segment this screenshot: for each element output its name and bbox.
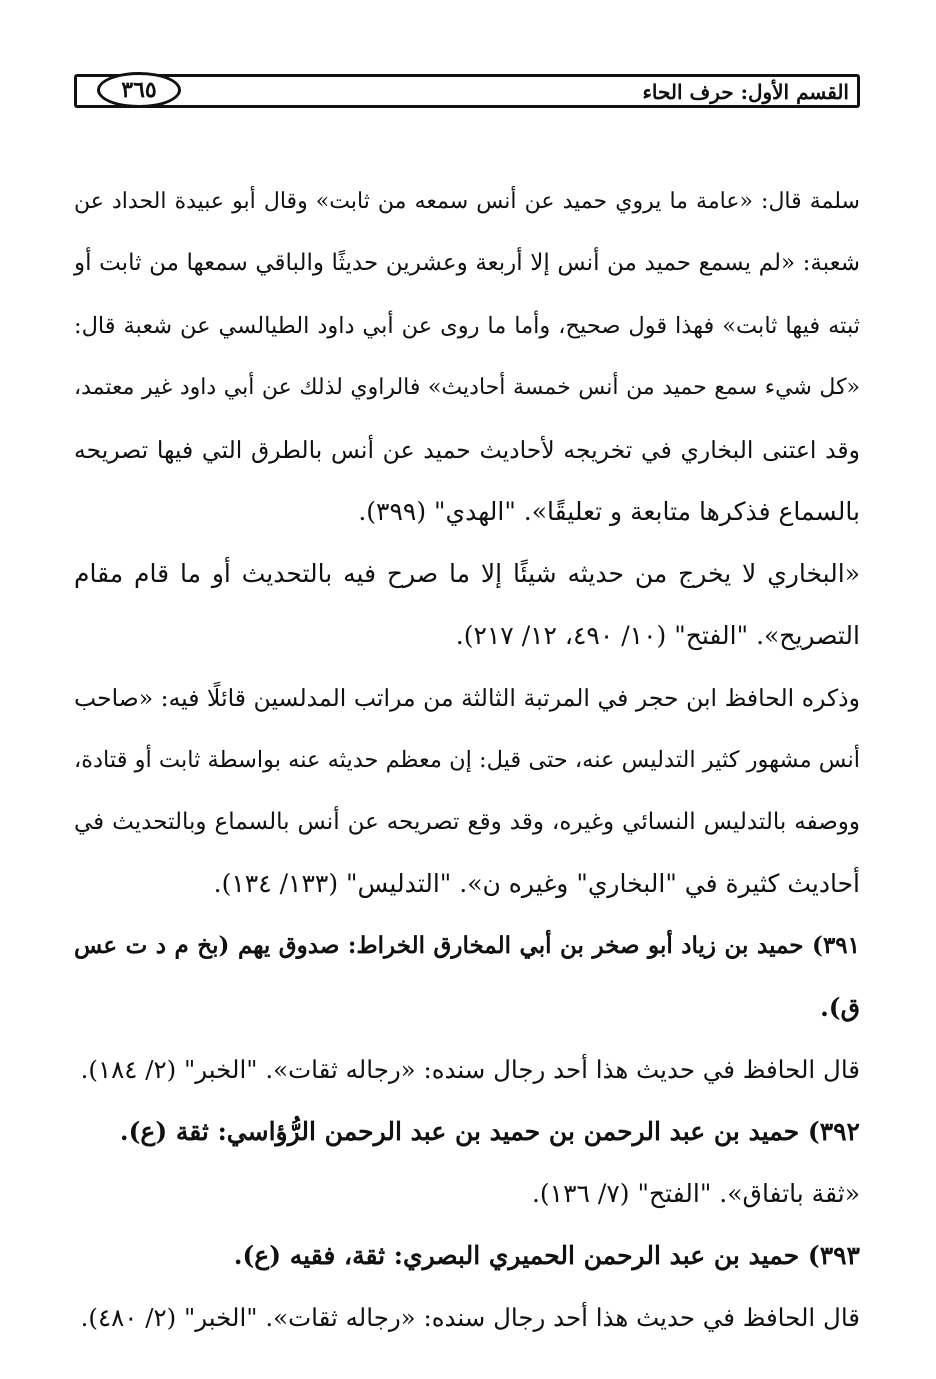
section-title: القسم الأول: حرف الحاء (642, 80, 849, 104)
text-line: أحاديث كثيرة في "البخاري" وغيره ن». "التدليس" (١٣٣/ ١٣٤). (213, 869, 860, 898)
text-line: قال الحافظ في حديث هذا أحد رجال سنده: «رجاله ثقات». "الخبر" (٢/ ١٨٤). (80, 1055, 860, 1084)
text-line: سلمة قال: «عامة ما يروي حميد عن أنس سمعه من ثابت» وقال أبو عبيدة الحداد عن (74, 189, 860, 214)
text-line: شعبة: «لم يسمع حميد من أنس إلا أربعة وعشرين حديثًا والباقي سمعها من ثابت أو (74, 250, 860, 276)
text-line: «البخاري لا يخرج من حديثه شيئًا إلا ما صرح فيه بالتحديث أو ما قام مقام (74, 559, 860, 588)
text-line: وذكره الحافظ ابن حجر في المرتبة الثالثة من مراتب المدلسين قائلًا فيه: «صاحب (74, 684, 860, 712)
entry-heading: ٣٩٣) حميد بن عبد الرحمن الحميري البصري: ثقة، فقيه (ع). (233, 1241, 860, 1270)
text-line: أنس مشهور كثير التدليس عنه، حتى قيل: إن معظم حديثه عنه بواسطة ثابت أو قتادة، (73, 747, 860, 773)
entry-heading: ٣٩٢) حميد بن عبد الرحمن بن حميد بن عبد الرحمن الرُّؤاسي: ثقة (ع). (119, 1117, 860, 1146)
text-line: بالسماع فذكرها متابعة و تعليقًا». "الهدي" (٣٩٩). (358, 497, 860, 526)
entry-heading: ٣٩١) حميد بن زياد أبو صخر بن أبي المخارق الخراط: صدوق يهم (بخ م د ت عس (74, 932, 860, 959)
text-line: التصريح». "الفتح" (١٠/ ٤٩٠، ١٢/ ٢١٧). (455, 621, 860, 650)
text-line: ثبته فيها ثابت» فهذا قول صحيح، وأما ما روى عن أبي داود الطيالسي عن شعبة قال: (74, 313, 860, 339)
entry-heading: ق). (820, 993, 860, 1022)
text-line: «كل شيء سمع حميد من أنس خمسة أحاديث» فالراوي لذلك عن أبي داود غير معتمد، (74, 375, 860, 400)
text-line: قال الحافظ في حديث هذا أحد رجال سنده: «رجاله ثقات». "الخبر" (٢/ ٤٨٠). (80, 1303, 860, 1332)
text-line: «ثقة باتفاق». "الفتح" (٧/ ١٣٦). (531, 1179, 860, 1208)
page-number: ٣٦٥ (97, 72, 181, 108)
running-header (74, 74, 860, 108)
text-line: وقد اعتنى البخاري في تخريجه لأحاديث حميد عن أنس بالطرق التي فيها تصريحه (74, 436, 860, 464)
text-line: ووصفه بالتدليس النسائي وغيره، وقد وقع تصريحه عن أنس بالسماع وبالتحديث في (74, 809, 860, 835)
